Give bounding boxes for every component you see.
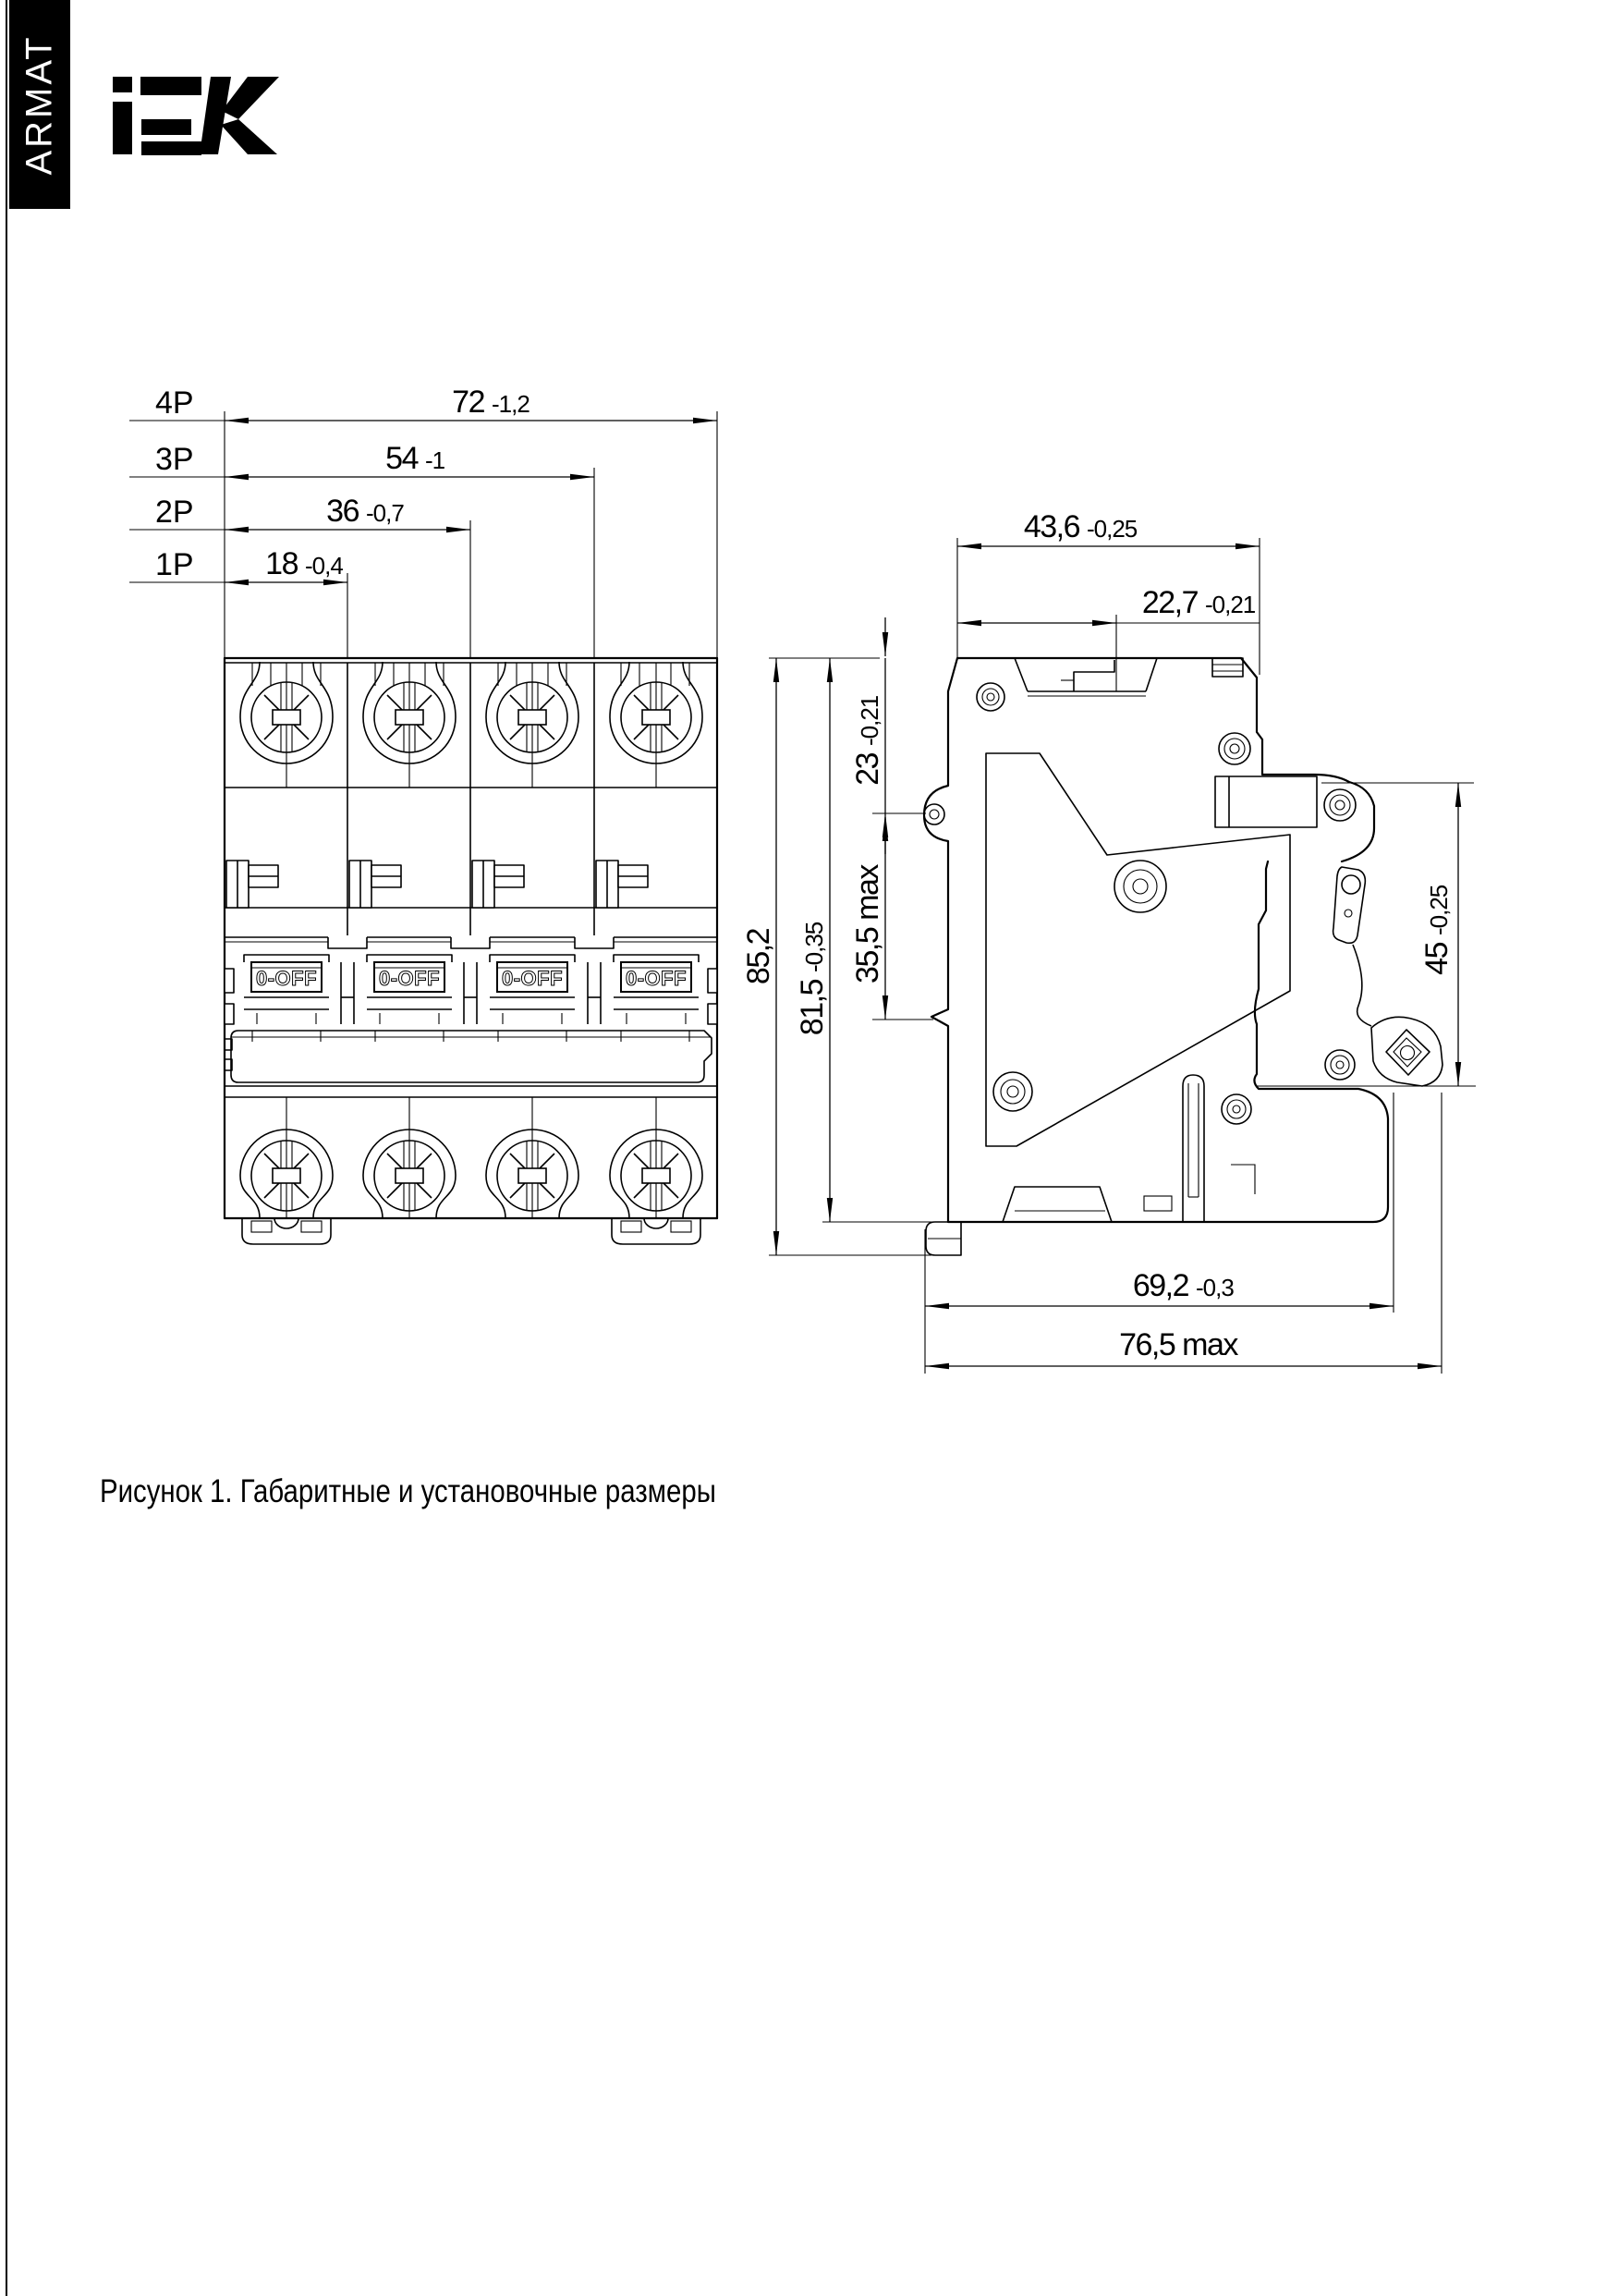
- figure-caption: Рисунок 1. Габаритные и установочные размеры: [100, 1473, 716, 1509]
- pole-label-1p: 1P: [155, 547, 194, 582]
- side-view: [741, 509, 1476, 1374]
- side-body: [924, 658, 1442, 1255]
- brand-tab-label: ARMAT: [18, 33, 60, 176]
- din-feet: [242, 1218, 700, 1244]
- toggle-pole-4: [614, 955, 699, 1024]
- dim-18-tol: -0,4: [305, 552, 343, 580]
- dim-23-tol: -0,21: [856, 695, 883, 746]
- step-band: [225, 935, 717, 948]
- dim-69-2-value: 69,2: [1132, 1268, 1188, 1303]
- dim-76-5-value: 76,5 max: [1119, 1327, 1237, 1362]
- dim-43-6-tol: -0,25: [1087, 515, 1138, 543]
- dim-22-7-value: 22,7: [1141, 585, 1198, 620]
- side-bottom-details: [1003, 1075, 1255, 1222]
- pole-label-2p: 2P: [155, 495, 194, 530]
- dim-72-value: 72: [452, 385, 484, 420]
- toggle-pole-2: [367, 955, 452, 1024]
- dim-72-tol: -1,2: [492, 390, 530, 418]
- side-rivets: [977, 683, 1356, 1124]
- dim-36-tol: -0,7: [366, 499, 404, 527]
- din-latch-screw: [1371, 1017, 1442, 1086]
- dim-81-5-value: 81,5: [795, 980, 830, 1036]
- dim-69-2-tol: -0,3: [1196, 1274, 1234, 1301]
- dim-18-value: 18: [265, 546, 298, 581]
- dim-36-value: 36: [326, 494, 359, 529]
- dim-54-value: 54: [385, 441, 418, 476]
- handle-tie-bar: [225, 1031, 717, 1097]
- toggle-label: 0-OFF: [501, 967, 564, 990]
- toggle-handles: [225, 955, 717, 1024]
- dim-81-5-tol: -0,35: [800, 922, 828, 972]
- toggle-label: 0-OFF: [625, 967, 688, 990]
- toggle-pole-1: [244, 955, 329, 1024]
- dim-45-value: 45: [1419, 943, 1455, 975]
- dim-35-5-value: 35,5 max: [850, 865, 885, 983]
- toggle-pole-3: [490, 955, 575, 1024]
- dim-54-tol: -1: [425, 446, 445, 474]
- toggle-label: 0-OFF: [378, 967, 441, 990]
- front-dim-rows: [129, 385, 717, 658]
- din-latch-lever: [1333, 867, 1371, 1026]
- dim-23-value: 23: [850, 753, 885, 786]
- dim-22-7-tol: -0,21: [1205, 591, 1256, 618]
- front-view: [129, 385, 717, 1244]
- pole-label-4p: 4P: [155, 385, 194, 421]
- pole-label-3p: 3P: [155, 442, 194, 477]
- upper-terminal-screws: [240, 662, 702, 788]
- side-dim-left: [741, 617, 933, 1255]
- dim-45-tol: -0,25: [1425, 885, 1453, 935]
- lower-terminal-screws: [240, 1097, 702, 1218]
- toggle-label: 0-OFF: [255, 967, 318, 990]
- dim-85-2-value: 85,2: [741, 928, 776, 985]
- dim-43-6-value: 43,6: [1023, 509, 1079, 544]
- mid-latch-blocks: [226, 861, 648, 908]
